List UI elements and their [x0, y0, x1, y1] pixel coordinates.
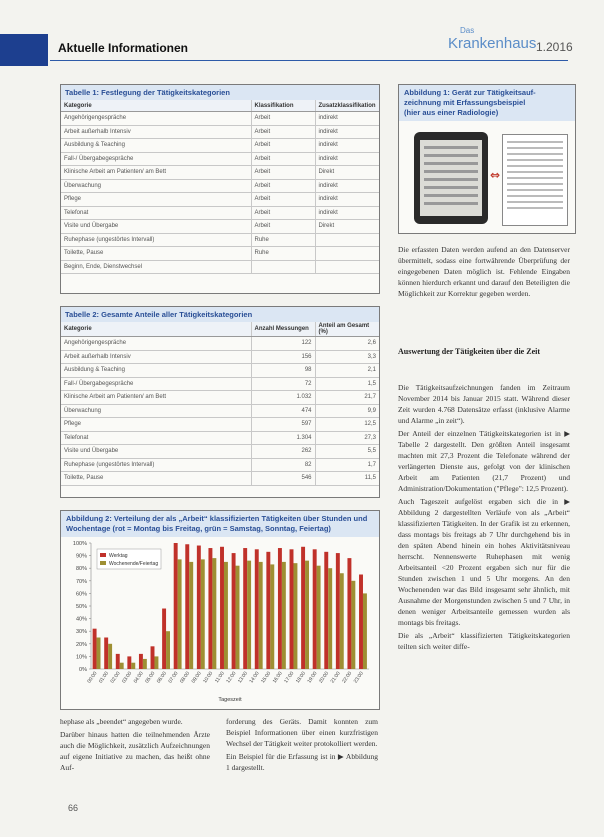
bar-wochenende	[224, 562, 228, 669]
table-2-cell: 2,1	[315, 364, 379, 378]
y-tick-label: 80%	[75, 566, 87, 573]
figure-2	[60, 510, 380, 710]
table-2-cell: 72	[251, 377, 315, 391]
table-1-cell: indirekt	[315, 152, 379, 166]
table-2-header: Kategorie	[61, 322, 251, 337]
table-1-cell	[315, 260, 379, 274]
bar-wochenende	[178, 559, 182, 669]
right-column-text	[398, 244, 570, 301]
paragraph: Ein Beispiel für die Erfassung ist in ▶ Abbildung 1 dargestellt.	[226, 752, 378, 772]
table-1-cell: Arbeit	[251, 152, 315, 166]
table-2-cell: 1.304	[251, 431, 315, 445]
table-1-cell: Angehörigengespräche	[61, 112, 251, 126]
table-1-header: Klassifikation	[251, 100, 315, 112]
table-2-cell: Fall-/ Übergabegespräche	[61, 377, 251, 391]
table-1-cell: Überwachung	[61, 179, 251, 193]
x-tick-label: 02:00	[109, 670, 122, 685]
table-2-cell: 2,6	[315, 337, 379, 351]
y-tick-label: 40%	[75, 616, 87, 623]
table-2-cell: 546	[251, 472, 315, 486]
bar-werktag	[220, 547, 224, 669]
table-1-cell: Arbeit	[251, 139, 315, 153]
y-tick-label: 0%	[79, 667, 87, 673]
table-2-cell: Ruhephase (ungestörtes Intervall)	[61, 458, 251, 472]
table-1	[60, 84, 380, 294]
bar-wochenende	[247, 561, 251, 669]
bar-werktag	[197, 546, 201, 669]
table-1-cell: Direkt	[315, 166, 379, 180]
table-2-row	[61, 418, 379, 432]
table-2-cell: 27,3	[315, 431, 379, 445]
table-1-row	[61, 220, 379, 234]
y-tick-label: 90%	[75, 553, 87, 560]
x-tick-label: 21:00	[329, 670, 342, 685]
table-2-cell: 82	[251, 458, 315, 472]
x-tick-label: 00:00	[86, 670, 99, 685]
table-1-cell: Arbeit	[251, 193, 315, 207]
table-1-cell: Beginn, Ende, Dienstwechsel	[61, 260, 251, 274]
bar-werktag	[347, 558, 351, 669]
bar-werktag	[104, 638, 108, 670]
table-1-cell: Arbeit außerhalb Intensiv	[61, 125, 251, 139]
bar-werktag	[139, 654, 143, 669]
table-1-cell: indirekt	[315, 125, 379, 139]
figure-1-caption	[399, 85, 575, 121]
bar-werktag	[324, 552, 328, 669]
table-2-header: Anzahl Messungen	[251, 322, 315, 337]
x-tick-label: 23:00	[352, 670, 365, 685]
bar-wochenende	[282, 562, 286, 669]
table-1-cell: indirekt	[315, 193, 379, 207]
table-2-cell: 262	[251, 445, 315, 459]
double-arrow-icon: ⇔	[490, 168, 501, 182]
table-1-cell: Visite und Übergabe	[61, 220, 251, 234]
bar-werktag	[162, 609, 166, 669]
journal-logo-prefix: Das	[460, 26, 475, 35]
table-2-cell: Klinische Arbeit am Patienten/ am Bett	[61, 391, 251, 405]
figure-1-caption-line: (hier aus einer Radiologie)	[404, 108, 499, 117]
table-2-cell: 1,5	[315, 377, 379, 391]
subheading: Auswertung der Tätigkeiten über die Zeit	[398, 347, 541, 356]
legend-label: Werktag	[109, 553, 128, 559]
table-1-row	[61, 139, 379, 153]
y-tick-label: 20%	[75, 641, 87, 648]
table-1-cell	[251, 260, 315, 274]
table-1-header: Kategorie	[61, 100, 251, 112]
x-tick-label: 06:00	[155, 670, 168, 685]
x-tick-label: 10:00	[202, 670, 215, 685]
table-2-row	[61, 350, 379, 364]
legend-label: Wochenende/Feiertag	[109, 561, 159, 567]
x-tick-label: 18:00	[294, 670, 307, 685]
bar-wochenende	[293, 563, 297, 669]
x-tick-label: 01:00	[97, 670, 111, 685]
table-1-cell: Fall-/ Übergabegespräche	[61, 152, 251, 166]
table-2-cell: 9,9	[315, 404, 379, 418]
bar-werktag	[278, 548, 282, 669]
bar-wochenende	[143, 659, 147, 669]
table-1-cell	[315, 233, 379, 247]
table-2-cell: Pflege	[61, 418, 251, 432]
bar-wochenende	[201, 559, 205, 669]
y-tick-label: 30%	[75, 629, 87, 636]
table-1-cell: Toilette, Pause	[61, 247, 251, 261]
bar-werktag	[266, 552, 270, 669]
journal-logo: Krankenhaus	[448, 35, 537, 52]
table-1-row	[61, 125, 379, 139]
paragraph: Die als „Arbeit“ klassifizierten Tätigkeitskategorien teilten sich weiter diffe-	[398, 631, 570, 651]
table-2-cell: Arbeit außerhalb Intensiv	[61, 350, 251, 364]
table-2-grid	[61, 322, 379, 486]
paragraph: Die Tätigkeitsaufzeichnungen fanden im Zeitraum November 2014 bis Januar 2015 statt. Während dieser Zeit wurden 4.768 Datensätze erfasst (inklusive Alarme und Alarme „in zeit“).	[398, 383, 570, 425]
x-tick-label: 07:00	[167, 670, 180, 685]
table-1-cell: indirekt	[315, 139, 379, 153]
table-1-row	[61, 179, 379, 193]
table-1-cell: Pflege	[61, 193, 251, 207]
table-1-cell: Telefonat	[61, 206, 251, 220]
bar-werktag	[116, 654, 120, 669]
legend-swatch	[100, 561, 106, 565]
bar-werktag	[313, 549, 317, 669]
bar-wochenende	[351, 581, 355, 669]
x-tick-label: 20:00	[318, 670, 331, 685]
bar-wochenende	[270, 564, 274, 669]
bar-wochenende	[363, 593, 367, 669]
table-2-cell: 5,5	[315, 445, 379, 459]
right-column-text-2	[398, 382, 570, 654]
bar-wochenende	[340, 573, 344, 669]
table-2-row	[61, 458, 379, 472]
table-2-row	[61, 391, 379, 405]
paragraph: Die erfassten Daten werden aufend an den Datenserver übermittelt, sodass eine fortwährende Überprüfung der eingegebenen Daten möglich ist. Fehlende Eingaben können hierdurch erkannt und darauf den Beteiligten die Möglichkeit zur Korrektur gegeben werden.	[398, 245, 570, 298]
table-1-row	[61, 193, 379, 207]
bar-wochenende	[305, 561, 309, 669]
table-2-cell: 21,7	[315, 391, 379, 405]
y-tick-label: 50%	[75, 604, 87, 610]
table-1-cell: Arbeit	[251, 125, 315, 139]
table-2-caption: Tabelle 2: Gesamte Anteile aller Tätigkeitskategorien	[61, 307, 379, 322]
section-title: Aktuelle Informationen	[58, 41, 189, 55]
table-1-row	[61, 260, 379, 274]
table-1-cell: Klinische Arbeit am Patienten/ am Bett	[61, 166, 251, 180]
table-2-cell: Angehörigengespräche	[61, 337, 251, 351]
bar-werktag	[301, 547, 305, 669]
x-tick-label: 13:00	[236, 670, 250, 685]
bar-wochenende	[108, 644, 112, 669]
bar-werktag	[127, 656, 131, 669]
x-tick-label: 14:00	[248, 670, 261, 685]
table-2-cell: 98	[251, 364, 315, 378]
x-tick-label: 04:00	[132, 670, 145, 685]
paragraph: Der Anteil der einzelnen Tätigkeitskategorien ist in ▶ Tabelle 2 dargestellt. Den größten Anteil insgesamt machten mit 27,3 Prozent die Telefonate während der verlängerten Dienste aus, gefolgt von der klinischen Arbeit am Patienten (21,7 Prozent) und Administration/Dokumentation ("Pflege": 12,5 Prozent).	[398, 429, 570, 493]
table-1-cell: Ruhe	[251, 233, 315, 247]
figure-2-chart	[61, 537, 379, 709]
table-2-cell: 11,5	[315, 472, 379, 486]
bar-wochenende	[166, 631, 170, 669]
x-axis-label: Tageszeit	[218, 697, 242, 703]
paragraph: forderung des Geräts. Damit konnten zum Beispiel Informationen über einen kurzfristigen Wechsel der Tätigkeit weiter protokolliert werden.	[226, 717, 378, 748]
x-tick-label: 15:00	[260, 670, 273, 685]
table-2-cell: 156	[251, 350, 315, 364]
bar-wochenende	[328, 568, 332, 669]
bar-wochenende	[212, 558, 216, 669]
x-tick-label: 19:00	[306, 670, 319, 685]
paragraph: Darüber hinaus hatten die teilnehmenden Ärzte auch die Möglichkeit, zusätzlich Aufzeichnungen auf eigene Initiative zu machen, das heißt ohne Auf-	[60, 730, 210, 772]
table-1-cell: Arbeit	[251, 166, 315, 180]
table-2-row	[61, 337, 379, 351]
x-tick-label: 17:00	[283, 670, 296, 685]
device-screen	[420, 140, 482, 216]
table-2-cell: 1,7	[315, 458, 379, 472]
paragraph: Auch Tageszeit aufgelöst ergaben sich die in ▶ Abbildung 2 dargestellten Verläufe von als „Arbeit“ klassifizierten Tätigkeiten. In der Grafik ist zu erkennen, dass montags bis freitags ab 7 Uhr durchgehend bis in den späten Abend hinein ein hohes Aktivitätsniveau herrscht. Nennenswerte Ruhephasen mit wenig Arbeitsanteil <20 Prozent ergaben sich nur für die Stunden zwischen 1 und 5 Uhr morgens. An den Wochenenden war das Bild insgesamt sehr ähnlich, mit Ausnahme der Morgenstunden zwischen 5 und 7 Uhr, in denen weniger Arbeitsanteile gemessen wurden als montags bis freitags.	[398, 497, 570, 627]
bar-werktag	[232, 553, 236, 669]
table-1-caption: Tabelle 1: Festlegung der Tätigkeitskategorien	[61, 85, 379, 100]
table-2-cell: Telefonat	[61, 431, 251, 445]
table-1-row	[61, 112, 379, 126]
header-rule	[50, 60, 568, 61]
table-1-cell: Ausbildung & Teaching	[61, 139, 251, 153]
table-1-cell: Arbeit	[251, 112, 315, 126]
bar-wochenende	[131, 663, 135, 669]
bar-werktag	[290, 549, 294, 669]
table-1-cell: Arbeit	[251, 220, 315, 234]
table-1-cell: Arbeit	[251, 179, 315, 193]
table-2-row	[61, 404, 379, 418]
y-tick-label: 70%	[75, 578, 87, 585]
bar-werktag	[255, 549, 259, 669]
middle-column-text	[226, 716, 378, 775]
table-1-cell: Direkt	[315, 220, 379, 234]
issue-number: 1.2016	[536, 40, 573, 54]
table-1-cell: Ruhephase (ungestörtes Intervall)	[61, 233, 251, 247]
bar-wochenende	[317, 566, 321, 669]
x-tick-label: 03:00	[121, 670, 134, 685]
bar-werktag	[93, 629, 97, 669]
paragraph: hephase als „beendet“ angegeben wurde.	[60, 717, 183, 726]
figure-2-caption: Abbildung 2: Verteilung der als „Arbeit“ klassifizierten Tätigkeiten über Stunden und Wochentage (rot = Montag bis Freitag, grün = Samstag, Sonntag, Feiertag)	[61, 511, 379, 537]
table-2-cell: 12,5	[315, 418, 379, 432]
table-2-cell: Visite und Übergabe	[61, 445, 251, 459]
table-2-row	[61, 445, 379, 459]
table-2-cell: Überwachung	[61, 404, 251, 418]
table-2-cell: Toilette, Pause	[61, 472, 251, 486]
x-tick-label: 12:00	[225, 670, 238, 685]
table-1-cell: Ruhe	[251, 247, 315, 261]
x-tick-label: 11:00	[213, 670, 226, 685]
page-number: 66	[68, 803, 79, 813]
table-2-row	[61, 364, 379, 378]
legend-swatch	[100, 553, 106, 557]
bar-werktag	[359, 575, 363, 670]
figure-1-caption-line: Abbildung 1: Gerät zur Tätigkeitsauf-	[404, 88, 536, 97]
bar-wochenende	[236, 566, 240, 669]
table-1-cell: indirekt	[315, 112, 379, 126]
table-2-cell: Ausbildung & Teaching	[61, 364, 251, 378]
x-tick-label: 09:00	[190, 670, 203, 685]
table-2-cell: 3,3	[315, 350, 379, 364]
table-2-row	[61, 472, 379, 486]
table-1-row	[61, 152, 379, 166]
x-tick-label: 08:00	[179, 670, 192, 685]
table-2-cell: 597	[251, 418, 315, 432]
table-2	[60, 306, 380, 498]
table-2-header: Anteil am Gesamt (%)	[315, 322, 379, 337]
left-column-text	[60, 716, 210, 775]
table-2-row	[61, 377, 379, 391]
table-2-cell: 122	[251, 337, 315, 351]
bar-werktag	[336, 553, 340, 669]
bar-wochenende	[120, 663, 124, 669]
table-1-row	[61, 166, 379, 180]
table-1-cell: indirekt	[315, 206, 379, 220]
table-1-row	[61, 206, 379, 220]
header-color-block	[0, 34, 48, 66]
table-1-row	[61, 233, 379, 247]
x-tick-label: 22:00	[341, 670, 354, 685]
bar-wochenende	[189, 562, 193, 669]
table-2-row	[61, 431, 379, 445]
bar-wochenende	[97, 638, 101, 670]
bar-wochenende	[154, 656, 158, 669]
y-tick-label: 60%	[75, 591, 87, 598]
table-1-header: Zusatzklassifikation	[315, 100, 379, 112]
y-tick-label: 10%	[75, 654, 87, 661]
table-1-row	[61, 247, 379, 261]
y-tick-label: 100%	[72, 541, 87, 547]
bar-werktag	[208, 548, 212, 669]
x-tick-label: 16:00	[271, 670, 284, 685]
bar-wochenende	[259, 562, 263, 669]
x-tick-label: 05:00	[144, 670, 157, 685]
bar-werktag	[174, 543, 178, 669]
table-1-grid	[61, 100, 379, 274]
bar-werktag	[185, 544, 189, 669]
bar-werktag	[151, 646, 155, 669]
table-2-cell: 474	[251, 404, 315, 418]
bar-werktag	[243, 548, 247, 669]
table-2-cell: 1.032	[251, 391, 315, 405]
figure-1-caption-line: zeichnung mit Erfassungsbeispiel	[404, 98, 526, 107]
category-list-photo	[502, 134, 568, 226]
table-1-cell	[315, 247, 379, 261]
table-1-cell: Arbeit	[251, 206, 315, 220]
table-1-cell: indirekt	[315, 179, 379, 193]
